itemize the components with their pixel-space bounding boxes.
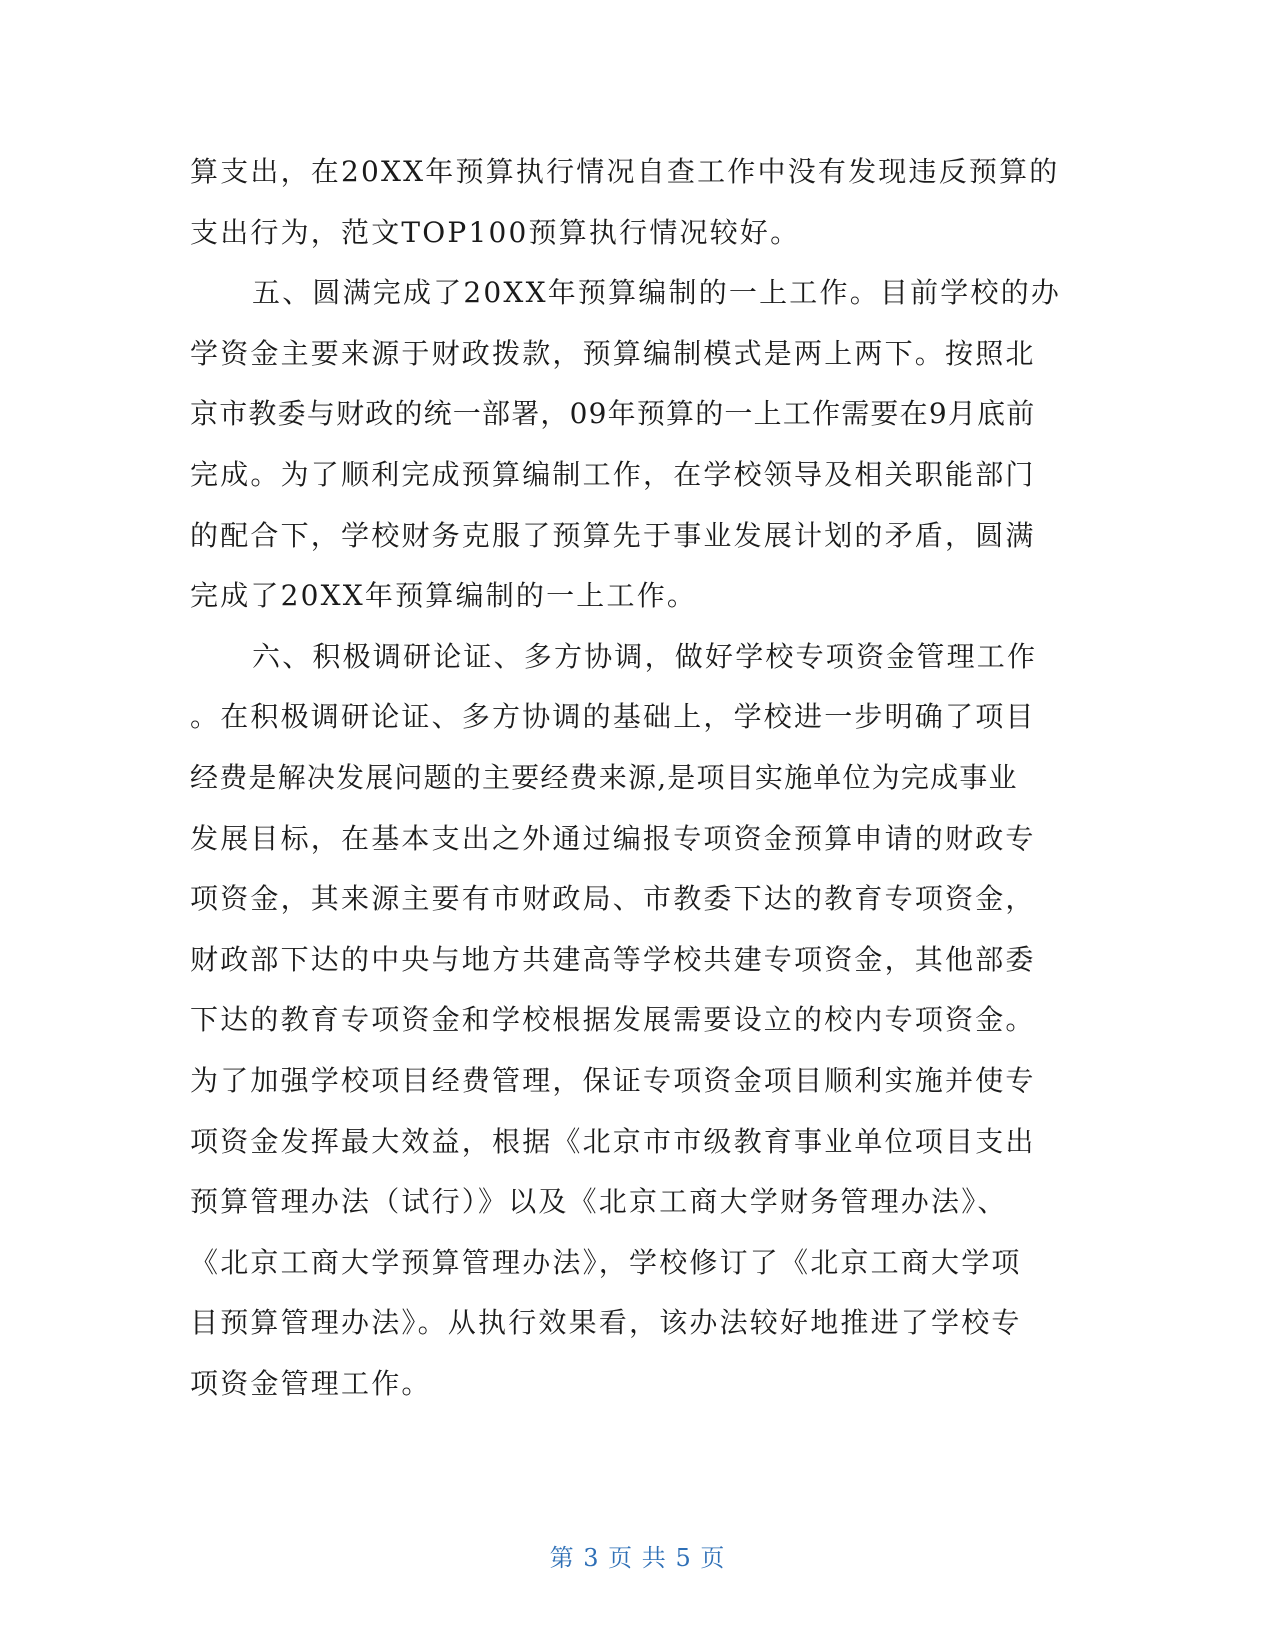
text-line: 学资金主要来源于财政拨款，预算编制模式是两上两下。按照北	[190, 336, 1036, 370]
text-line: 下达的教育专项资金和学校根据发展需要设立的校内专项资金。	[190, 1003, 1036, 1037]
text-line: 京市教委与财政的统一部署，09年预算的一上工作需要在9月底前	[190, 397, 1036, 431]
text-line: 财政部下达的中央与地方共建高等学校共建专项资金，其他部委	[190, 942, 1036, 976]
text-line: 。在积极调研论证、多方协调的基础上，学校进一步明确了项目	[190, 700, 1036, 734]
text-line: 为了加强学校项目经费管理，保证专项资金项目顺利实施并使专	[190, 1063, 1036, 1097]
text-line: 发展目标，在基本支出之外通过编报专项资金预算申请的财政专	[190, 821, 1036, 855]
text-line: 《北京工商大学预算管理办法》，学校修订了《北京工商大学项	[190, 1245, 1022, 1279]
text-line: 预算管理办法（试行）》以及《北京工商大学财务管理办法》、	[190, 1185, 1008, 1219]
text-line: 的配合下，学校财务克服了预算先于事业发展计划的矛盾，圆满	[190, 518, 1036, 552]
text-line: 项资金发挥最大效益，根据《北京市市级教育事业单位项目支出	[190, 1124, 1036, 1158]
page-number-footer: 第 3 页 共 5 页	[549, 1544, 726, 1572]
text-line: 支出行为，范文TOP100预算执行情况较好。	[190, 215, 801, 249]
text-line: 完成。为了顺利完成预算编制工作，在学校领导及相关职能部门	[190, 457, 1036, 491]
text-line: 经费是解决发展问题的主要经费来源,是项目实施单位为完成事业	[190, 760, 1018, 794]
text-line: 项资金，其来源主要有市财政局、市教委下达的教育专项资金，	[190, 882, 1036, 916]
document-body	[190, 142, 1080, 1414]
text-line: 项资金管理工作。	[190, 1366, 432, 1400]
text-line: 完成了20XX年预算编制的一上工作。	[190, 579, 698, 613]
text-line: 算支出，在20XX年预算执行情况自查工作中没有发现违反预算的	[190, 155, 1060, 188]
text-line: 目预算管理办法》。从执行效果看，该办法较好地推进了学校专	[190, 1306, 1022, 1340]
paragraph-six-start: 六、积极调研论证、多方协调，做好学校专项资金管理工作	[252, 639, 1038, 673]
paragraph-five-start: 五、圆满完成了20XX年预算编制的一上工作。目前学校的办	[252, 276, 1062, 310]
